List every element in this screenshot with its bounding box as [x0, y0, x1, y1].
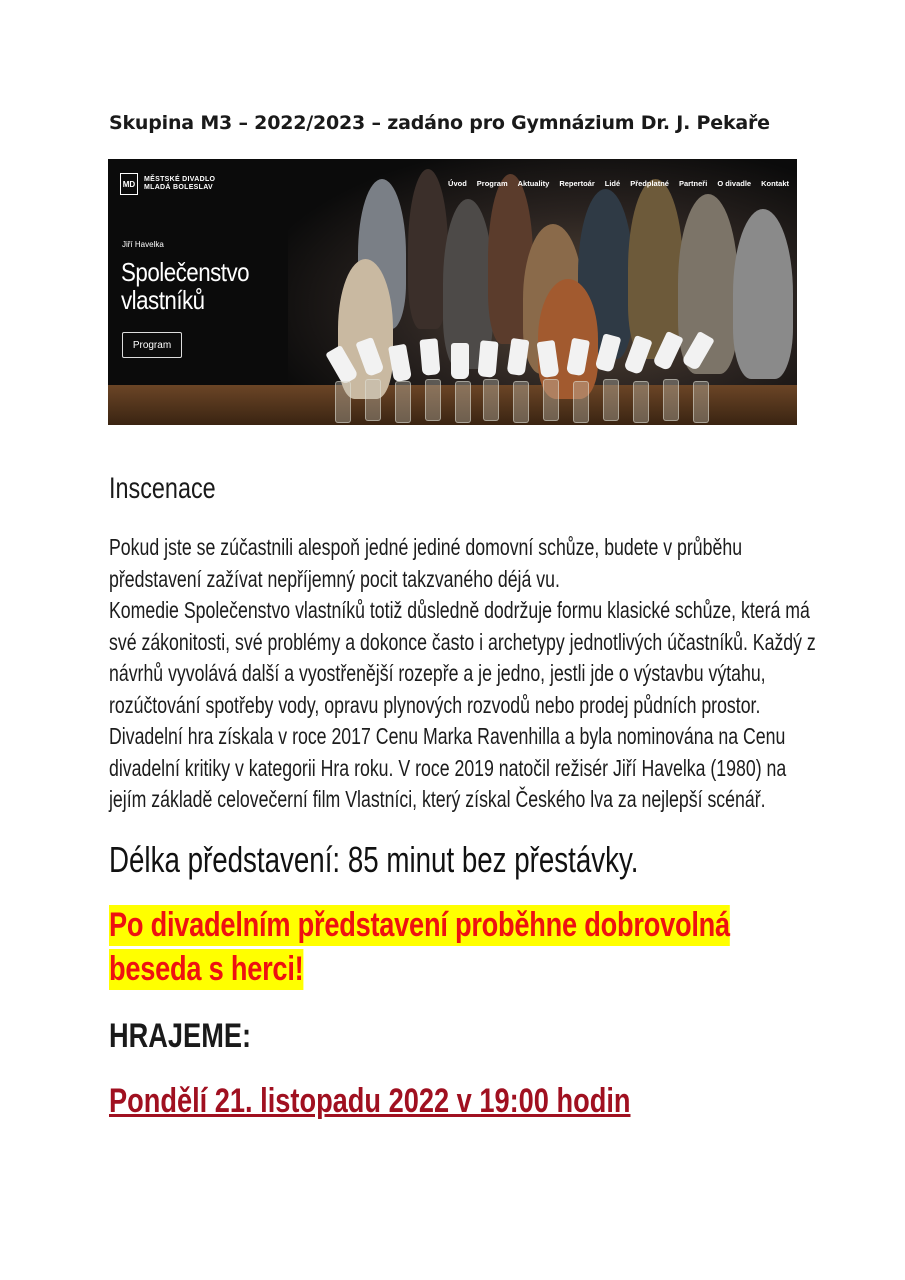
theatre-logo[interactable] — [120, 173, 215, 195]
notice-line2: beseda s herci! — [109, 950, 304, 988]
nav-item-aktuality[interactable]: Aktuality — [517, 179, 550, 188]
description-line: Divadelní hra získala v roce 2017 Cenu Marka Ravenhilla a byla nominována na Cenu — [109, 723, 786, 749]
description-line: své zákonitosti, své problémy a dokonce často i archetypy jednotlivých účastníků. Každý z — [109, 628, 816, 655]
description-paragraph — [109, 532, 905, 816]
performance-date-link[interactable]: Pondělí 21. listopadu 2022 v 19:00 hodin — [109, 1082, 631, 1120]
nav-item-predplatne[interactable]: Předplatné — [630, 179, 669, 188]
theatre-logo-icon: MD — [120, 173, 138, 195]
nav-item-program[interactable]: Program — [476, 179, 508, 188]
banner-author: Jiří Havelka — [122, 240, 164, 249]
banner-nav — [448, 179, 789, 188]
nav-item-partneri[interactable]: Partneři — [678, 179, 708, 188]
banner-title-line1: Společenstvo — [121, 257, 250, 287]
section-title: Inscenace — [109, 472, 216, 505]
theatre-banner-image — [108, 159, 797, 425]
logo-line1: MĚSTSKÉ DIVADLO — [144, 176, 216, 183]
nav-item-kontakt[interactable]: Kontakt — [761, 179, 789, 188]
nav-item-lide[interactable]: Lidé — [604, 179, 621, 188]
discussion-notice — [109, 905, 885, 993]
description-line: rozúčtování spotřeby vody, opravu plynových rozvodů nebo prodej půdních prostor. — [109, 691, 761, 718]
description-line: jejím základě celovečerní film Vlastníci, který získal Českého lva za nejlepší scénář. — [109, 786, 766, 812]
description-line: představení zažívat nepříjemný pocit takzvaného déjá vu. — [109, 565, 560, 592]
description-line: Pokud jste se zúčastnili alespoň jedné jediné domovní schůze, budete v průběhu — [109, 534, 743, 560]
nav-item-uvod[interactable]: Úvod — [448, 179, 467, 188]
logo-line2: MLADÁ BOLESLAV — [144, 184, 214, 191]
banner-title-line2: vlastníků — [121, 285, 205, 315]
notice-line1: Po divadelním představení proběhne dobrovolná — [109, 906, 730, 944]
description-line: návrhů vyvolává další a vyostřenější rozepře a je jedno, jestli jde o výstavbu výtahu, — [109, 660, 766, 686]
nav-item-repertoar[interactable]: Repertoár — [559, 179, 595, 188]
document-header: Skupina M3 – 2022/2023 – zadáno pro Gymnázium Dr. J. Pekaře — [109, 112, 770, 134]
program-button[interactable]: Program — [122, 332, 182, 358]
description-line: divadelní kritiky v kategorii Hra roku. V roce 2019 natočil režisér Jiří Havelka (1980) na — [109, 754, 787, 781]
banner-title — [121, 258, 276, 314]
description-line: Komedie Společenstvo vlastníků totiž důsledně dodržuje formu klasické schůze, která má — [109, 597, 810, 623]
nav-item-o-divadle[interactable]: O divadle — [717, 179, 752, 188]
plays-heading: HRAJEME: — [109, 1017, 252, 1055]
duration-text: Délka představení: 85 minut bez přestávky. — [109, 839, 639, 880]
